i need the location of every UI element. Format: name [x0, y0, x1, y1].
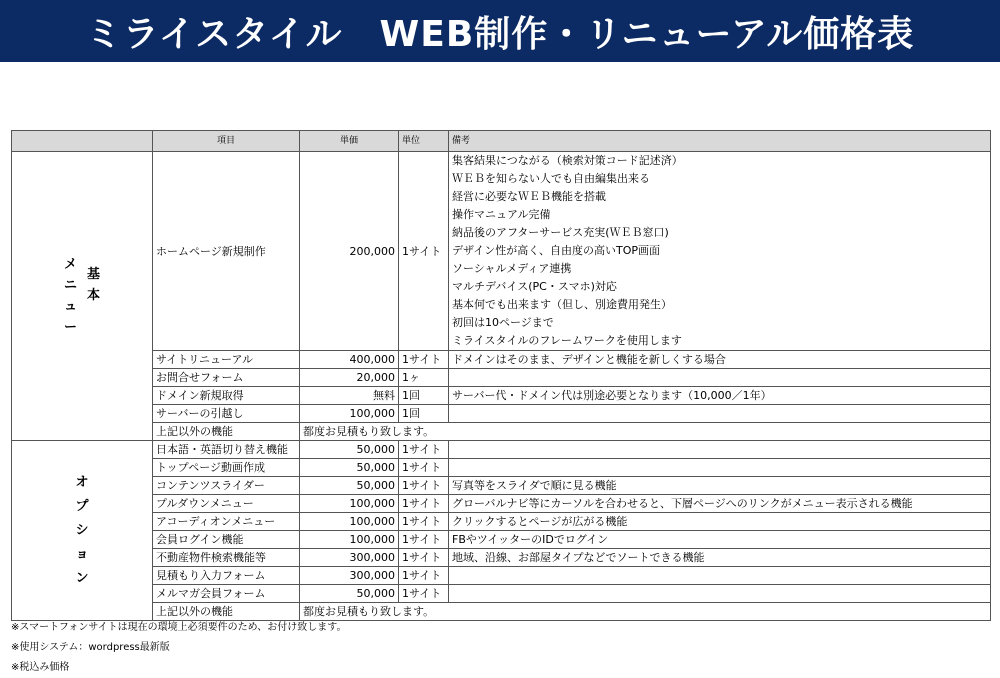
item-name: お問合せフォーム	[153, 369, 300, 387]
item-unit: 1サイト	[399, 351, 449, 369]
item-price: 300,000	[300, 549, 399, 567]
item-unit: 1サイト	[399, 477, 449, 495]
item-unit: 1回	[399, 405, 449, 423]
item-note	[449, 441, 991, 459]
item-name: サーバーの引越し	[153, 405, 300, 423]
merged-note: 都度お見積もり致します。	[300, 423, 991, 441]
item-name: サイトリニューアル	[153, 351, 300, 369]
item-price: 20,000	[300, 369, 399, 387]
item-name: プルダウンメニュー	[153, 495, 300, 513]
item-price: 400,000	[300, 351, 399, 369]
item-note: クリックするとページが広がる機能	[449, 513, 991, 531]
note-line: ソーシャルメディア連携	[452, 262, 572, 275]
table-row	[12, 152, 991, 351]
footnote: ※使用システム：wordpress最新版	[11, 642, 170, 653]
item-unit: 1サイト	[399, 549, 449, 567]
group-base-menu	[12, 152, 153, 441]
item-price: 300,000	[300, 567, 399, 585]
item-price: 100,000	[300, 513, 399, 531]
page-title: ミライスタイル WEB制作・リニューアル価格表	[85, 13, 915, 55]
item-name: ホームページ新規制作	[153, 152, 300, 351]
item-unit: 1サイト	[399, 495, 449, 513]
item-name: コンテンツスライダー	[153, 477, 300, 495]
item-price: 50,000	[300, 459, 399, 477]
item-price: 100,000	[300, 531, 399, 549]
table-row	[12, 369, 991, 387]
item-unit: 1サイト	[399, 459, 449, 477]
item-price: 100,000	[300, 495, 399, 513]
item-price: 無料	[300, 387, 399, 405]
item-name: 不動産物件検索機能等	[153, 549, 300, 567]
item-name: トップページ動画作成	[153, 459, 300, 477]
table-row	[12, 423, 991, 441]
note-line: 経営に必要なＷＥＢ機能を搭載	[452, 190, 606, 203]
item-note: 地域、沿線、お部屋タイプなどでソートできる機能	[449, 549, 991, 567]
table-row	[12, 531, 991, 549]
price-table	[11, 130, 991, 621]
item-name: 会員ログイン機能	[153, 531, 300, 549]
table-header-row	[12, 131, 991, 152]
note-line: デザイン性が高く、自由度の高いTOP画面	[452, 244, 661, 257]
header-group-cell	[12, 131, 153, 152]
item-note: ドメインはそのまま、デザインと機能を新しくする場合	[449, 351, 991, 369]
item-price: 100,000	[300, 405, 399, 423]
table-row	[12, 351, 991, 369]
item-notes	[449, 152, 991, 351]
item-note: グローバルナビ等にカーソルを合わせると、下層ページへのリンクがメニュー表示される機能	[449, 495, 991, 513]
table-row	[12, 387, 991, 405]
note-line: 基本何でも出来ます（但し、別途費用発生）	[452, 298, 672, 311]
item-name: 上記以外の機能	[153, 423, 300, 441]
table-row	[12, 405, 991, 423]
table-row	[12, 495, 991, 513]
table-row	[12, 585, 991, 603]
group-label-base: 基 本	[87, 267, 101, 303]
item-name: 見積もり入力フォーム	[153, 567, 300, 585]
note-line: 初回は10ページまで	[452, 316, 554, 329]
item-note	[449, 369, 991, 387]
item-unit: 1回	[399, 387, 449, 405]
item-unit: 1サイト	[399, 567, 449, 585]
item-price: 200,000	[300, 152, 399, 351]
item-note	[449, 459, 991, 477]
item-price: 50,000	[300, 585, 399, 603]
item-note	[449, 585, 991, 603]
header-price: 単価	[300, 131, 399, 152]
footnotes	[11, 618, 346, 678]
item-unit: 1ヶ	[399, 369, 449, 387]
group-options	[12, 441, 153, 621]
note-line: ＷＥＢを知らない人でも自由編集出来る	[452, 172, 650, 185]
note-line: 操作マニュアル完備	[452, 208, 551, 221]
item-price: 50,000	[300, 441, 399, 459]
item-name: アコーディオンメニュー	[153, 513, 300, 531]
header-note: 備考	[449, 131, 991, 152]
item-name: ドメイン新規取得	[153, 387, 300, 405]
group-label-menu: メ ニ ュ ー	[63, 257, 77, 335]
note-line: 納品後のアフターサービス充実(ＷＥＢ窓口)	[452, 226, 669, 239]
item-unit: 1サイト	[399, 585, 449, 603]
note-line: ミライスタイルのフレームワークを使用します	[452, 334, 682, 347]
item-note	[449, 405, 991, 423]
item-note: サーバー代・ドメイン代は別途必要となります（10,000／1年）	[449, 387, 991, 405]
table-row	[12, 513, 991, 531]
item-note: 写真等をスライダで順に見る機能	[449, 477, 991, 495]
item-unit: 1サイト	[399, 441, 449, 459]
note-line: 集客結果につながる（検索対策コード記述済）	[452, 154, 683, 167]
header-unit: 単位	[399, 131, 449, 152]
table-row	[12, 441, 991, 459]
table-row	[12, 459, 991, 477]
table-row	[12, 567, 991, 585]
item-unit: 1サイト	[399, 152, 449, 351]
item-unit: 1サイト	[399, 513, 449, 531]
item-name: 上記以外の機能	[153, 603, 300, 621]
item-name: 日本語・英語切り替え機能	[153, 441, 300, 459]
footnote: ※税込み価格	[11, 662, 70, 673]
header-item: 項目	[153, 131, 300, 152]
item-price: 50,000	[300, 477, 399, 495]
item-unit: 1サイト	[399, 531, 449, 549]
item-note	[449, 567, 991, 585]
table-row	[12, 549, 991, 567]
group-label-option: オ プ シ ョ ン	[75, 474, 89, 586]
title-banner	[0, 0, 1000, 62]
merged-note: 都度お見積もり致します。	[300, 603, 991, 621]
note-line: マルチデバイス(PC・スマホ)対応	[452, 280, 617, 293]
table-row	[12, 477, 991, 495]
footnote: ※スマートフォンサイトは現在の環境上必須要件のため、お付け致します。	[11, 622, 347, 633]
item-note: FBやツイッターのIDでログイン	[449, 531, 991, 549]
item-name: メルマガ会員フォーム	[153, 585, 300, 603]
